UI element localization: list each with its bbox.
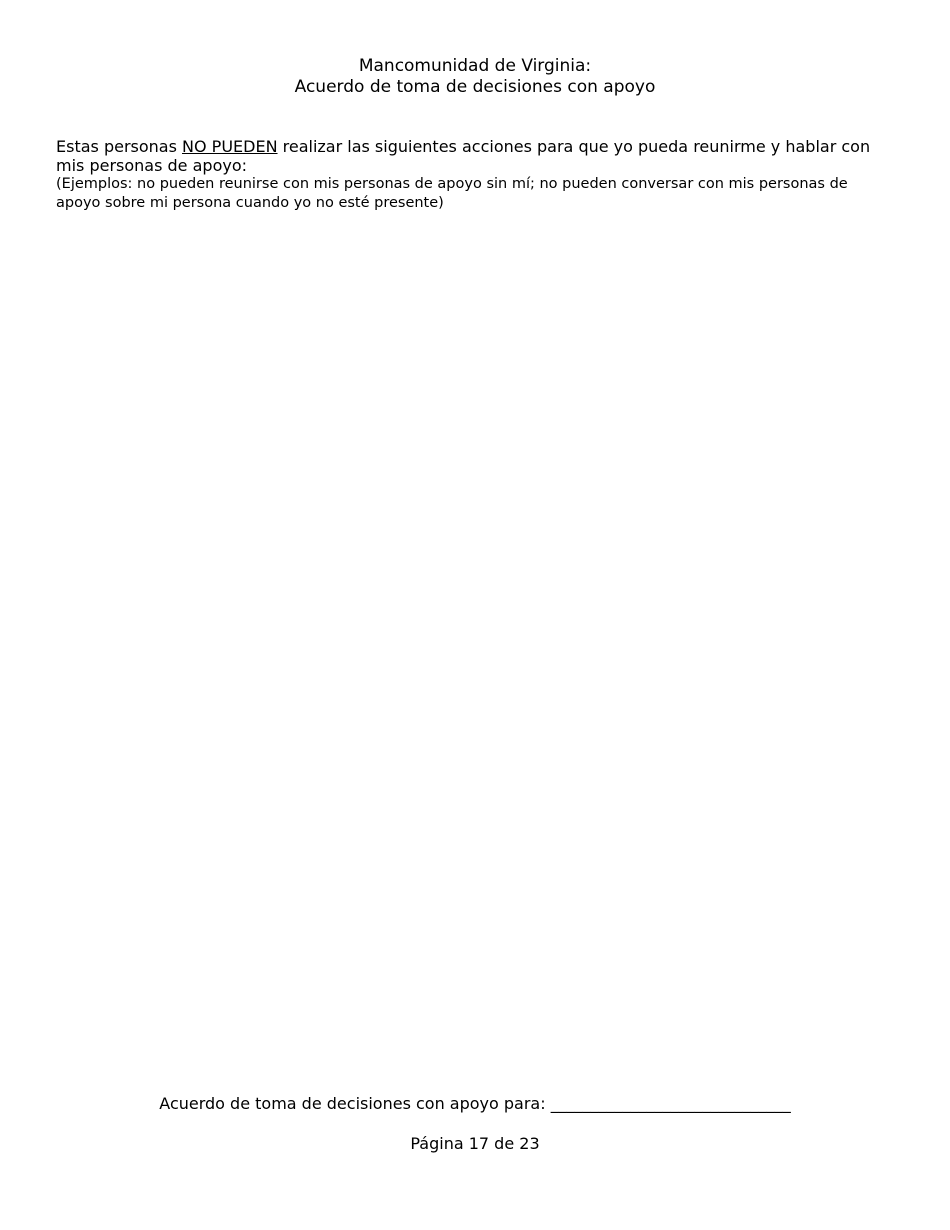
page-number: Página 17 de 23 <box>410 1134 540 1153</box>
agreement-name-blank[interactable]: ______________________________ <box>550 1094 791 1113</box>
intro-emphasis: NO PUEDEN <box>182 137 278 156</box>
restrictions-intro <box>56 137 892 175</box>
document-header <box>0 56 950 98</box>
intro-text-after: realizar las siguientes acciones para que yo pueda reunirme y hablar con mis personas de apoyo: <box>56 137 871 175</box>
header-title: Acuerdo de toma de decisiones con apoyo <box>294 77 656 97</box>
agreement-label: Acuerdo de toma de decisiones con apoyo para: <box>159 1094 546 1113</box>
intro-text-before: Estas personas <box>56 137 183 156</box>
header-jurisdiction: Mancomunidad de Virginia: <box>358 56 592 76</box>
restrictions-section <box>56 137 892 213</box>
agreement-footer <box>0 1094 950 1114</box>
restrictions-examples: (Ejemplos: no pueden reunirse con mis personas de apoyo sin mí; no pueden conversar con mis personas de apoyo sobre mi persona cuando yo no esté presente) <box>56 176 848 211</box>
